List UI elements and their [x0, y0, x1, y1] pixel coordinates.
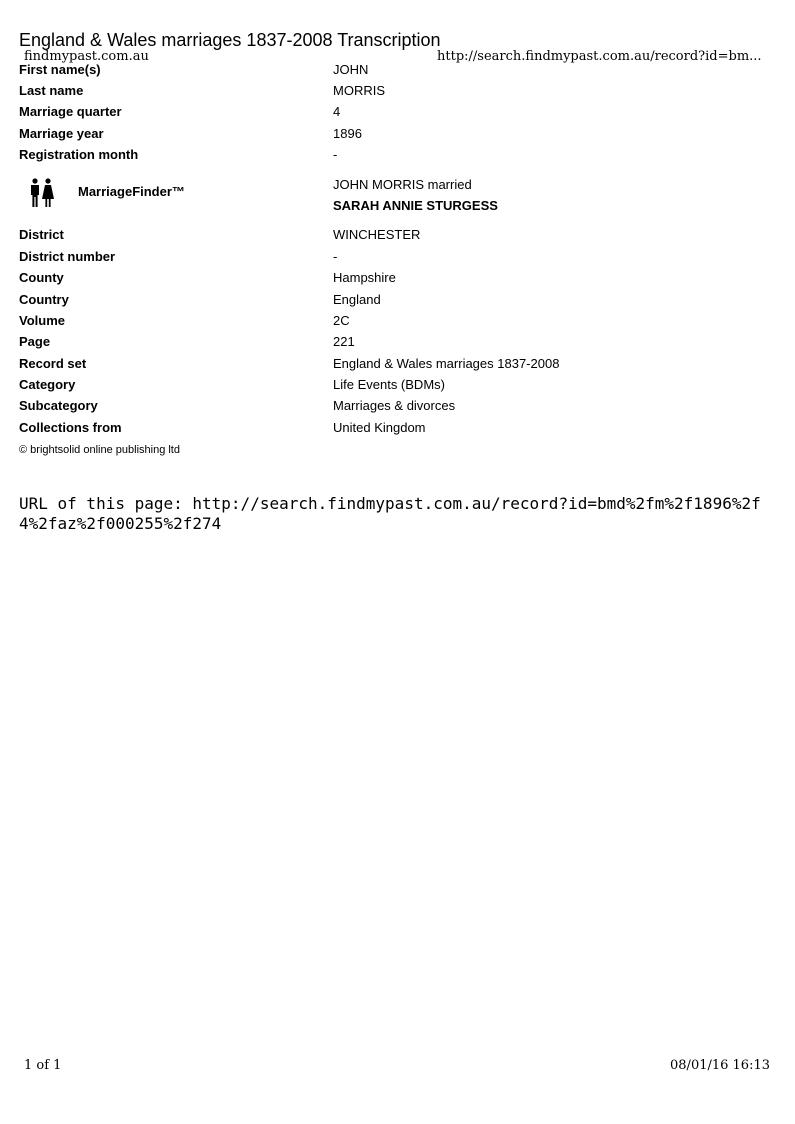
field-value: Life Events (BDMs)	[333, 377, 445, 392]
record-row-page	[19, 332, 719, 352]
record-row-collections-from	[19, 418, 719, 438]
record-row-first-names	[19, 60, 719, 80]
field-value: Hampshire	[333, 270, 396, 285]
field-label: Marriage quarter	[19, 104, 122, 119]
field-label: District	[19, 227, 64, 242]
field-label: Volume	[19, 313, 65, 328]
record-row-marriage-quarter	[19, 102, 719, 122]
site-name: findmypast.com.au	[24, 49, 149, 64]
field-label: Subcategory	[19, 398, 98, 413]
page-url: URL of this page: http://search.findmypast.com.au/record?id=bmd%2fm%2f1896%2f4%2faz%2f000255%2f274	[19, 494, 761, 533]
field-label: Record set	[19, 356, 87, 371]
field-label: Collections from	[19, 420, 122, 435]
field-value: 1896	[333, 126, 362, 141]
spouse-name: SARAH ANNIE STURGESS	[333, 198, 498, 213]
field-value: England	[333, 292, 381, 307]
marriage-finder-label: MarriageFinder™	[78, 184, 185, 199]
record-row-last-name	[19, 81, 719, 101]
record-row-record-set	[19, 354, 719, 374]
field-value: JOHN	[333, 62, 369, 77]
field-value: Marriages & divorces	[333, 398, 456, 413]
print-datetime: 08/01/16 16:13	[670, 1058, 770, 1073]
field-label: Last name	[19, 83, 84, 98]
field-value: -	[333, 147, 338, 162]
field-value: 221	[333, 334, 355, 349]
field-value: United Kingdom	[333, 420, 426, 435]
page-title: England & Wales marriages 1837-2008 Transcription	[19, 30, 441, 50]
header-url: http://search.findmypast.com.au/record?id=bm...	[437, 49, 762, 64]
field-label: Category	[19, 377, 76, 392]
field-label: County	[19, 270, 64, 285]
field-value: MORRIS	[333, 83, 385, 98]
record-row-country	[19, 290, 719, 310]
record-row-marriage-year	[19, 124, 719, 144]
copyright-notice: © brightsolid online publishing ltd	[19, 444, 180, 456]
field-label: District number	[19, 249, 116, 264]
record-row-subcategory	[19, 396, 719, 416]
couple-icon	[29, 178, 55, 208]
record-row-district	[19, 225, 719, 245]
field-value: -	[333, 249, 338, 264]
record-row-district-number	[19, 247, 719, 267]
record-row-category	[19, 375, 719, 395]
field-value: England & Wales marriages 1837-2008	[333, 356, 560, 371]
field-label: Registration month	[19, 147, 139, 162]
married-text: JOHN MORRIS married	[333, 177, 472, 192]
field-value: WINCHESTER	[333, 227, 421, 242]
field-label: Page	[19, 334, 51, 349]
record-row-registration-month	[19, 145, 719, 165]
field-value: 4	[333, 104, 341, 119]
field-label: First name(s)	[19, 62, 101, 77]
marriage-finder	[19, 172, 719, 218]
record-row-county	[19, 268, 719, 288]
record-row-volume	[19, 311, 719, 331]
field-label: Country	[19, 292, 69, 307]
page-count: 1 of 1	[24, 1058, 62, 1073]
field-label: Marriage year	[19, 126, 104, 141]
field-value: 2C	[333, 313, 350, 328]
